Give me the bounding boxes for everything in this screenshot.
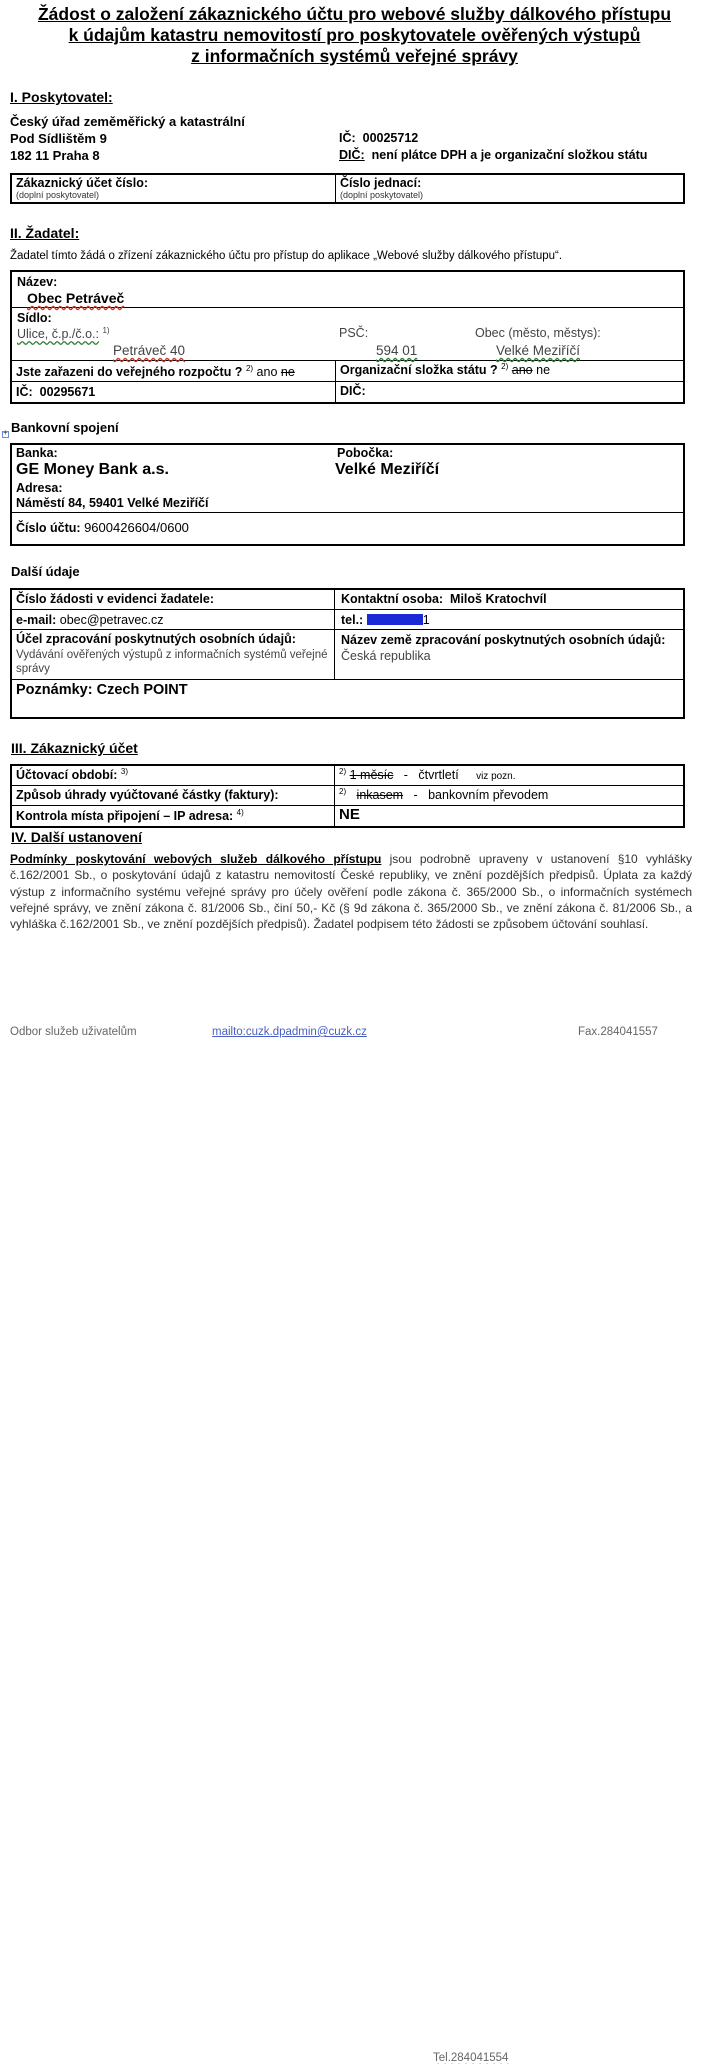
payment-method-options bbox=[339, 787, 548, 802]
address-value: Náměstí 84, 59401 Velké Meziříčí bbox=[16, 496, 209, 510]
section-heading-account: III. Zákaznický účet bbox=[11, 740, 138, 756]
street-label bbox=[17, 326, 110, 341]
provider-city: 182 11 Praha 8 bbox=[10, 148, 100, 163]
text: Ulice, č.p./č.o.: bbox=[17, 327, 99, 342]
text: jsou podrobně upraveny v ustanovení §10 vyhlášky č.162/2001 Sb., o poskytování údajů z katastru nemovitostí České republiky, ve znění pozdějších předpisů. Úplata za každý výstup z informačního systému veřejné správy pro účely ověření podle zákona č. 365/2000 Sb., o informačních systémech veřejné správy, ve znění zákona č. 81/2006 Sb., činí 50,- Kč (§ 9d zákona č. 365/2000 Sb., ve znění zákona č. 81/2006 Sb., a vyhláška č.162/2001 Sb., ve znění pozdějších předpisů). Žadatel podpisem této žádosti se způsobem účtování souhlasí. bbox=[10, 852, 692, 932]
text: 1) bbox=[102, 326, 110, 335]
title-line-2: k údajům katastru nemovitostí pro poskytovatele ověřených výstupů bbox=[68, 25, 641, 45]
title-line-1: Žádost o založení zákaznického účtu pro webové služby dálkového přístupu bbox=[37, 4, 672, 24]
address-label: Adresa: bbox=[16, 481, 63, 495]
org-yes: ano bbox=[511, 363, 533, 378]
divider bbox=[11, 360, 684, 361]
text: 594 01 bbox=[376, 343, 418, 358]
account-number-label: Zákaznický účet číslo: bbox=[16, 176, 149, 190]
text: 2) bbox=[339, 767, 347, 776]
street-value bbox=[113, 343, 185, 358]
provider-dic-label: DIČ: bbox=[339, 148, 365, 162]
applicant-dic-label: DIČ: bbox=[340, 384, 366, 398]
town-value bbox=[496, 343, 580, 358]
provisions-text bbox=[10, 851, 692, 932]
divider bbox=[11, 629, 684, 630]
budget-yes: ano bbox=[256, 365, 278, 380]
purpose-value: Vydávání ověřených výstupů z informačních systémů veřejné správy bbox=[16, 649, 328, 675]
applicant-ic bbox=[16, 385, 95, 399]
provider-name: Český úřad zeměměřický a katastrální bbox=[10, 114, 245, 129]
page-title bbox=[0, 4, 709, 67]
footer-fax: Fax.284041557 bbox=[578, 1026, 658, 1038]
text: 2) bbox=[501, 362, 509, 371]
text: Organizační složka státu ? bbox=[340, 363, 498, 378]
text: 2) bbox=[245, 364, 254, 373]
text: 9600426604/0600 bbox=[84, 520, 189, 535]
bank-value: GE Money Bank a.s. bbox=[16, 461, 169, 478]
period-note: viz pozn. bbox=[476, 771, 516, 783]
provider-dic bbox=[339, 148, 647, 162]
town-label: Obec (město, městys): bbox=[475, 326, 601, 340]
divider bbox=[11, 679, 684, 680]
section-heading-bank: Bankovní spojení bbox=[11, 420, 119, 435]
telephone bbox=[341, 613, 430, 627]
psc-label: PSČ: bbox=[339, 326, 369, 340]
period-quarter: čtvrtletí bbox=[418, 768, 459, 783]
text: Czech POINT bbox=[96, 682, 188, 698]
divider bbox=[335, 361, 336, 403]
divider bbox=[11, 785, 684, 786]
applicant-name-label: Název: bbox=[17, 275, 58, 289]
text: Číslo účtu: bbox=[16, 521, 81, 535]
budget-question bbox=[16, 364, 295, 379]
purpose-label: Účel zpracování poskytnutých osobních údajů: bbox=[16, 632, 296, 646]
bank-label: Banka: bbox=[16, 446, 58, 460]
org-no: ne bbox=[536, 363, 551, 378]
divider bbox=[334, 765, 335, 827]
text: tel.: bbox=[341, 613, 364, 627]
provider-dic-value: není plátce DPH a je organizační složkou státu bbox=[371, 148, 648, 162]
text: IČ: bbox=[16, 385, 33, 399]
provider-ic-label: IČ: bbox=[339, 131, 356, 145]
text: 00295671 bbox=[39, 385, 96, 399]
account-number bbox=[16, 520, 189, 535]
text: Podmínky poskytování webových služeb dálkového přístupu bbox=[10, 852, 382, 866]
text: obec@petravec.cz bbox=[59, 613, 164, 627]
section-heading-other: Další údaje bbox=[11, 564, 80, 579]
divider bbox=[334, 589, 335, 679]
org-question bbox=[340, 362, 550, 377]
applicant-intro: Žadatel tímto žádá o zřízení zákaznického účtu pro přístup do aplikace „Webové služby dálkového přístupu“. bbox=[10, 250, 563, 262]
budget-no: ne bbox=[280, 365, 295, 380]
text: Poznámky: bbox=[16, 682, 93, 698]
text: Účtovací období: bbox=[16, 768, 118, 783]
text: - bbox=[403, 768, 408, 783]
text: Obec Petráveč bbox=[27, 290, 125, 306]
period-month: 1 měsíc bbox=[349, 768, 394, 783]
text: Kontaktní osoba: bbox=[341, 592, 444, 606]
footer-department: Odbor služeb uživatelům bbox=[10, 1026, 137, 1038]
text: Miloš Kratochvíl bbox=[450, 592, 547, 606]
text: 2) bbox=[339, 787, 347, 796]
divider bbox=[11, 307, 684, 308]
divider bbox=[11, 609, 684, 610]
text: - bbox=[413, 788, 418, 803]
email bbox=[16, 613, 164, 627]
text: Petráveč 40 bbox=[113, 343, 186, 358]
redaction-mark bbox=[367, 614, 423, 625]
text: Česká republika bbox=[341, 649, 431, 663]
reference-number-note: (doplní poskytovatel) bbox=[340, 190, 424, 200]
account-number-note: (doplní poskytovatel) bbox=[16, 190, 100, 200]
text: Tel.284041554 bbox=[433, 2052, 509, 2064]
text: 1 bbox=[422, 613, 430, 627]
text: Jste zařazeni do veřejného rozpočtu ? bbox=[16, 365, 243, 380]
request-number-label: Číslo žádosti v evidenci žadatele: bbox=[16, 592, 214, 606]
billing-period-options bbox=[339, 767, 516, 782]
section-heading-applicant: II. Žadatel: bbox=[10, 225, 80, 241]
psc-value bbox=[376, 343, 417, 358]
title-line-3: z informačních systémů veřejné správy bbox=[191, 46, 518, 66]
billing-period-label bbox=[16, 767, 128, 782]
payment-cash: inkasem bbox=[356, 788, 404, 803]
footer-email-link[interactable]: mailto:cuzk.dpadmin@cuzk.cz bbox=[212, 1026, 367, 1038]
text: 3) bbox=[120, 767, 129, 776]
text: Název země zpracování poskytnutých osobních údajů: bbox=[341, 633, 666, 647]
divider bbox=[11, 381, 684, 382]
applicant-name-value bbox=[27, 290, 124, 306]
payment-transfer: bankovním převodem bbox=[428, 788, 549, 803]
contact-person bbox=[341, 592, 547, 606]
table-anchor-icon[interactable] bbox=[2, 431, 9, 438]
branch-label: Pobočka: bbox=[337, 446, 394, 460]
payment-method-label: Způsob úhrady vyúčtované částky (faktury): bbox=[16, 788, 279, 802]
reference-number-label: Číslo jednací: bbox=[340, 176, 422, 190]
section-heading-provider: I. Poskytovatel: bbox=[10, 89, 113, 105]
applicant-seat-label: Sídlo: bbox=[17, 311, 52, 325]
provider-ic-value: 00025712 bbox=[362, 131, 419, 145]
branch-value: Velké Meziříčí bbox=[335, 461, 440, 478]
text: e-mail: bbox=[16, 613, 57, 627]
section-heading-provisions: IV. Další ustanovení bbox=[11, 829, 142, 845]
ip-check-value: NE bbox=[339, 806, 360, 823]
text: Kontrola místa připojení – IP adresa: bbox=[16, 809, 234, 824]
divider bbox=[11, 512, 684, 513]
provider-street: Pod Sídlištěm 9 bbox=[10, 131, 107, 146]
divider bbox=[335, 174, 336, 203]
text: 4) bbox=[236, 808, 244, 817]
text: Velké Meziříčí bbox=[496, 343, 581, 358]
country bbox=[341, 632, 671, 664]
ip-check-label bbox=[16, 808, 244, 823]
notes bbox=[16, 682, 188, 698]
provider-ic bbox=[339, 131, 418, 145]
